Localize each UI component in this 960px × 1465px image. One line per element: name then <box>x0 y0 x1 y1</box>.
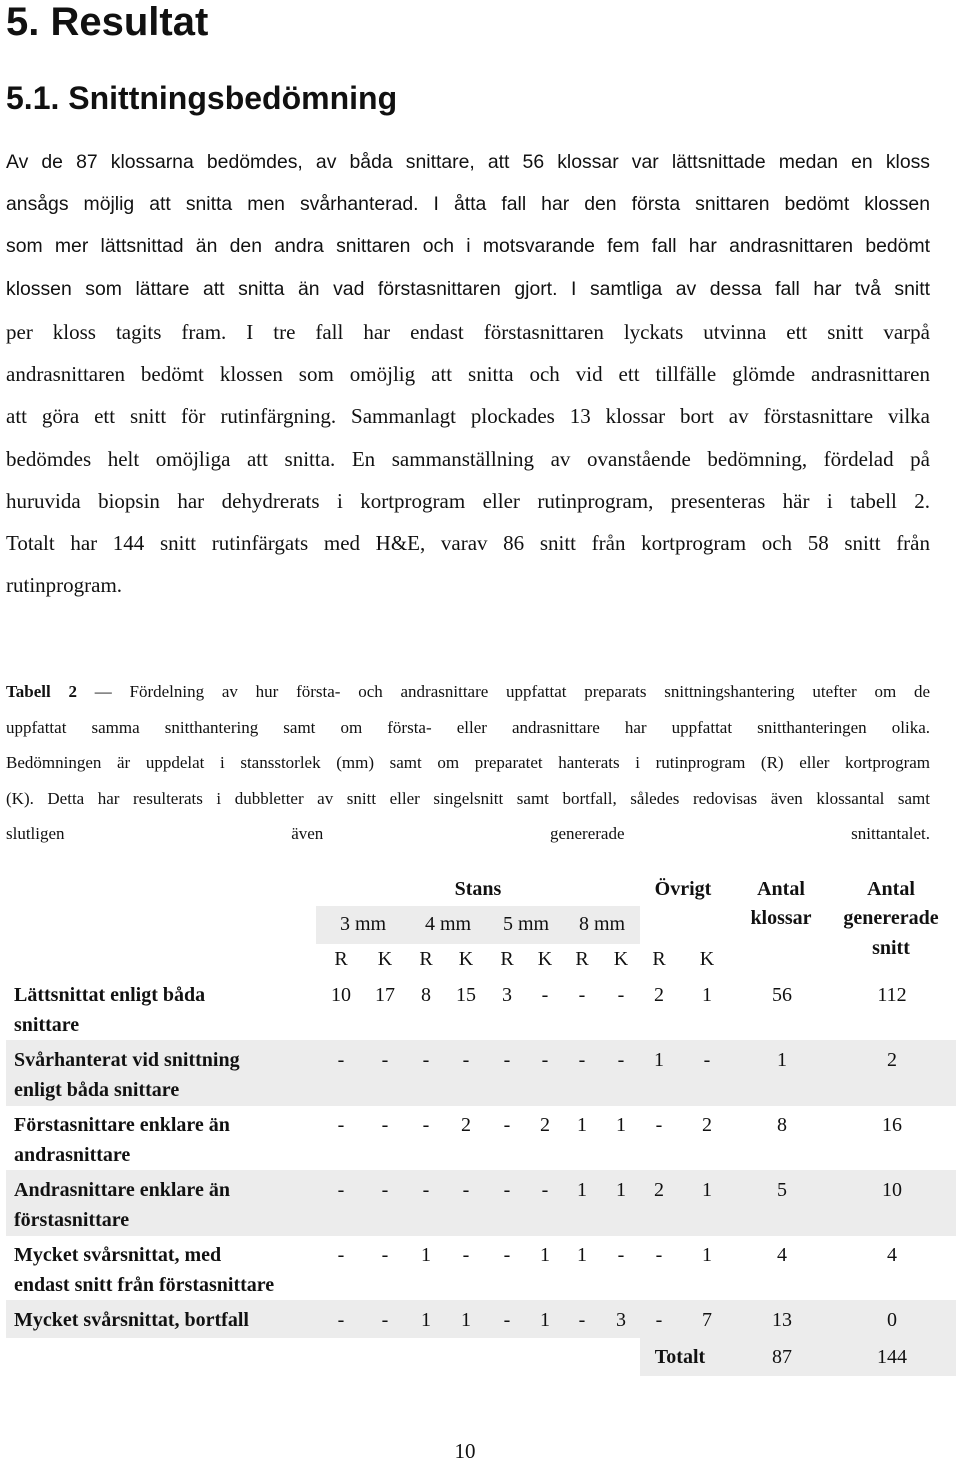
rk-header-cell: R <box>500 948 514 970</box>
size-header: 5 mm <box>502 913 550 935</box>
paragraph-line: andrasnittaren bedömt klossen som omöjlig att snitta och vid ett tillfälle glömde andrasnittaren <box>6 362 930 386</box>
table-cell: - <box>703 1049 711 1071</box>
row-label: Mycket svårsnittat, med <box>14 1244 222 1266</box>
row-label: Mycket svårsnittat, bortfall <box>14 1309 249 1331</box>
table-cell: - <box>617 984 625 1006</box>
row-label: endast snitt från förstasnittare <box>14 1274 275 1296</box>
table-cell: - <box>578 1049 586 1071</box>
row-label: förstasnittare <box>14 1209 130 1231</box>
row-label: snittare <box>14 1014 80 1036</box>
table-cell: - <box>337 1049 345 1071</box>
table-cell: - <box>655 1114 663 1136</box>
size-header: 3 mm <box>339 913 387 935</box>
table-cell: 1 <box>702 984 712 1006</box>
size-header: 8 mm <box>578 913 626 935</box>
antal-snitt-header: genererade <box>843 907 939 929</box>
table-cell: 1 <box>577 1179 587 1201</box>
size-header: 4 mm <box>424 913 472 935</box>
table-cell: 1 <box>654 1049 664 1071</box>
snitt-cell: 112 <box>877 984 907 1006</box>
table-cell: - <box>337 1179 345 1201</box>
table-cell: 2 <box>702 1114 712 1136</box>
antal-klossar-header: Antal <box>757 878 805 900</box>
table-cell: 1 <box>421 1244 431 1266</box>
table-cell: 7 <box>702 1309 712 1331</box>
table-cell: 2 <box>540 1114 550 1136</box>
table-cell: - <box>422 1114 430 1136</box>
rk-header-cell: K <box>458 948 474 970</box>
paragraph-line: att göra ett snitt för rutinfärgning. Sammanlagt plockades 13 klossar bort av förstasnittare vilka <box>6 404 930 428</box>
table-cell: 1 <box>616 1114 626 1136</box>
ovrigt-header: Övrigt <box>654 878 712 900</box>
rk-header-cell: R <box>575 948 589 970</box>
table-cell: 1 <box>577 1244 587 1266</box>
table-cell: 1 <box>540 1244 550 1266</box>
klossar-cell: 8 <box>777 1114 787 1136</box>
table-cell: 1 <box>616 1179 626 1201</box>
antal-snitt-header: snitt <box>872 937 910 959</box>
table-cell: 2 <box>654 984 664 1006</box>
table-cell: - <box>381 1244 389 1266</box>
snitt-cell: 2 <box>887 1049 897 1071</box>
paragraph-line: per kloss tagits fram. I tre fall har endast förstasnittaren lyckats utvinna ett snitt varpå <box>6 320 930 344</box>
table-cell: - <box>617 1244 625 1266</box>
klossar-cell: 13 <box>772 1309 792 1331</box>
total-klossar: 87 <box>772 1346 792 1368</box>
table-cell: - <box>381 1179 389 1201</box>
paragraph-line: ansågs möjlig att snitta men svårhanterad. I åtta fall har den första snittaren bedömt klossen <box>6 193 930 215</box>
rk-header-cell: R <box>419 948 433 970</box>
row-label: enligt båda snittare <box>14 1079 180 1101</box>
table-cell: 1 <box>540 1309 550 1331</box>
row-label: Andrasnittare enklare än <box>14 1179 230 1201</box>
table-cell: - <box>503 1309 511 1331</box>
caption-label: Tabell 2 <box>6 682 77 701</box>
table-cell: - <box>337 1114 345 1136</box>
paragraph-line: huruvida biopsin har dehydrerats i kortprogram eller rutinprogram, presenteras här i tabell 2. <box>6 489 930 513</box>
klossar-cell: 56 <box>772 984 792 1006</box>
table-cell: - <box>655 1244 663 1266</box>
table-cell: 1 <box>461 1309 471 1331</box>
table-cell: 15 <box>456 984 476 1006</box>
table-cell: - <box>381 1114 389 1136</box>
table-cell: - <box>503 1049 511 1071</box>
rk-header-cell: K <box>377 948 393 970</box>
paragraph-line: klossen som lättare att snitta än vad förstasnittaren gjort. I samtliga av dessa fall har två snitt <box>6 278 930 300</box>
rk-header-cell: K <box>699 948 715 970</box>
row-label: Lättsnittat enligt båda <box>14 984 206 1006</box>
table-cell: 2 <box>654 1179 664 1201</box>
table-cell: - <box>578 1309 586 1331</box>
klossar-cell: 4 <box>777 1244 787 1266</box>
table-cell: 1 <box>702 1179 712 1201</box>
paragraph-line: Av de 87 klossarna bedömdes, av båda snittare, att 56 klossar var lättsnittade medan en kloss <box>6 151 930 173</box>
table-cell: 1 <box>702 1244 712 1266</box>
total-label: Totalt <box>654 1346 706 1368</box>
section-title: 5.1. Snittningsbedömning <box>6 80 398 116</box>
table-cell: 1 <box>577 1114 587 1136</box>
antal-snitt-header: Antal <box>867 878 915 900</box>
table-cell: 1 <box>421 1309 431 1331</box>
caption-line: uppfattat samma snitthantering samt om första- eller andrasnittare har uppfattat snitthanteringen olika. <box>6 718 930 737</box>
klossar-cell: 1 <box>777 1049 787 1071</box>
page-title: 5. Resultat <box>6 0 209 44</box>
paragraph-line: rutinprogram. <box>6 573 123 597</box>
table-cell: - <box>541 1179 549 1201</box>
rk-header-cell: R <box>652 948 666 970</box>
caption-line <box>6 674 930 710</box>
total-snitt: 144 <box>877 1346 907 1368</box>
page-number: 10 <box>454 1439 476 1463</box>
table-cell: - <box>337 1244 345 1266</box>
table-cell: 10 <box>331 984 351 1006</box>
antal-klossar-header: klossar <box>750 907 812 929</box>
caption-line: Bedömningen är uppdelat i stansstorlek (mm) samt om preparatet hanterats i rutinprogram (R) eller kortprogram <box>6 753 930 772</box>
snitt-cell: 16 <box>882 1114 902 1136</box>
table-cell: 2 <box>461 1114 471 1136</box>
klossar-cell: 5 <box>777 1179 787 1201</box>
table-cell: - <box>503 1244 511 1266</box>
table-cell: - <box>617 1049 625 1071</box>
table-cell: - <box>462 1244 470 1266</box>
stans-header: Stans <box>454 878 502 900</box>
paragraph-line: Totalt har 144 snitt rutinfärgats med H&E, varav 86 snitt från kortprogram och 58 snitt från <box>6 531 930 555</box>
rk-header-cell: K <box>537 948 553 970</box>
snitt-cell: 4 <box>887 1244 897 1266</box>
table-cell: - <box>462 1049 470 1071</box>
table-cell: - <box>422 1179 430 1201</box>
table-cell: - <box>422 1049 430 1071</box>
snitt-cell: 0 <box>887 1309 897 1331</box>
rk-header-cell: R <box>334 948 348 970</box>
table-cell: - <box>578 984 586 1006</box>
rk-header-cell: K <box>613 948 629 970</box>
table-cell: 3 <box>502 984 512 1006</box>
row-label: Svårhanterat vid snittning <box>14 1049 240 1071</box>
snitt-cell: 10 <box>882 1179 902 1201</box>
table-cell: - <box>462 1179 470 1201</box>
table-cell: - <box>503 1179 511 1201</box>
paragraph-line: bedömdes helt omöjliga att snitta. En sammanställning av ovanstående bedömning, fördelad på <box>6 447 930 471</box>
table-cell: - <box>541 984 549 1006</box>
row-label: andrasnittare <box>14 1144 131 1166</box>
table-cell: 8 <box>421 984 431 1006</box>
table-cell: - <box>337 1309 345 1331</box>
caption-line: slutligen även genererade snittantalet. <box>6 824 930 843</box>
table-cell: - <box>655 1309 663 1331</box>
table-cell: 17 <box>375 984 395 1006</box>
caption-text: — Fördelning av hur första- och andrasnittare uppfattat preparats snittningshantering utefter om de <box>76 682 930 701</box>
caption-line: (K). Detta har resulterats i dubbletter av snitt eller singelsnitt samt bortfall, således redovisas även klossantal samt <box>6 789 930 808</box>
table-cell: - <box>503 1114 511 1136</box>
table-cell: - <box>381 1049 389 1071</box>
table-cell: - <box>541 1049 549 1071</box>
paragraph-line: som mer lättsnittad än den andra snittaren och i motsvarande fem fall har andrasnittaren bedömt <box>6 235 930 257</box>
table-cell: - <box>381 1309 389 1331</box>
table-cell: 3 <box>616 1309 626 1331</box>
row-label: Förstasnittare enklare än <box>14 1114 230 1136</box>
